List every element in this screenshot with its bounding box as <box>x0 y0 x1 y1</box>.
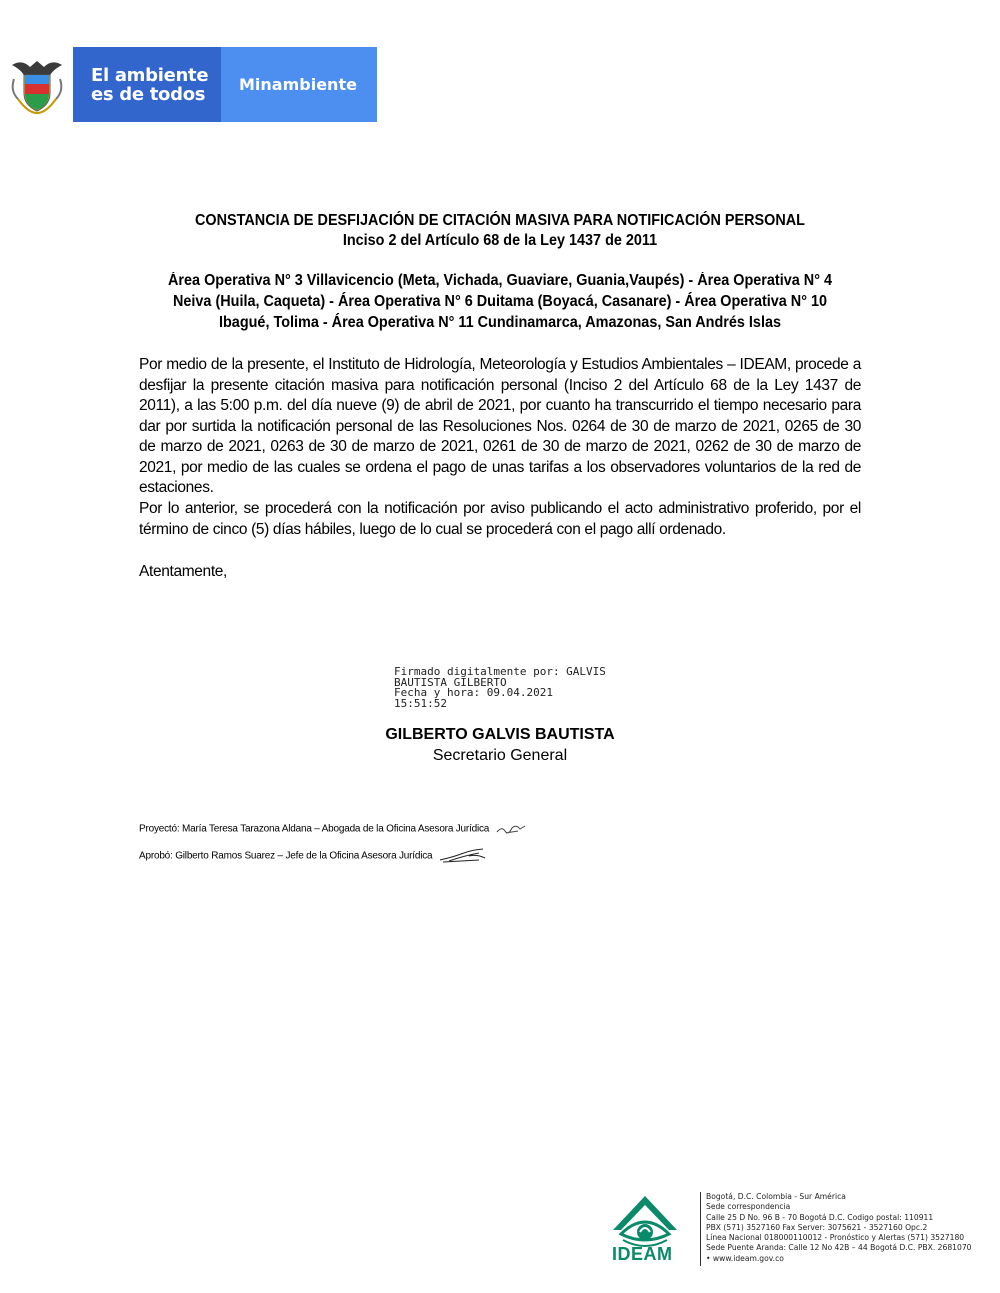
footer-line-6: Sede Puente Aranda: Calle 12 No 42B – 44 Bogotá D.C. PBX. 2681070 <box>706 1243 972 1253</box>
projected-by <box>139 822 526 836</box>
areas-line-3: Ibagué, Tolima - Área Operativa N° 11 Cundinamarca, Amazonas, San Andrés Islas <box>218 314 781 331</box>
digital-signature-line-3: Fecha y hora: 09.04.2021 <box>394 686 553 699</box>
body-paragraph-1: Por medio de la presente, el Instituto de Hidrología, Meteorología y Estudios Ambientales – IDEAM, procede a desfijar la presente citación masiva para notificación personal (Inciso 2 del Artículo 68 de la Ley 1437 de 2011), a las 5:00 p.m. del día nueve (9) de abril de 2021, por cuanto ha transcurrido el tiempo necesario para dar por surtida la notificación personal de las Resoluciones Nos. 0264 de 30 de marzo de 2021, 0265 de 30 de marzo de 2021, 0263 de 30 de marzo de 2021, 0261 de 30 de marzo de 2021, 0262 de 30 de marzo de 2021, por medio de las cuales se ordena el pago de unas tarifas a los observadores voluntarios de la red de estaciones. <box>139 356 861 496</box>
title-line-2: Inciso 2 del Artículo 68 de la Ley 1437 de 2011 <box>342 232 658 249</box>
ideam-logo-text: IDEAM <box>612 1244 673 1264</box>
footer-line-4: PBX (571) 3527160 Fax Server: 3075621 - 3527160 Opc.2 <box>706 1222 928 1232</box>
footer-line-2: Sede correspondencia <box>706 1202 791 1212</box>
slogan-line-1: El ambiente <box>91 65 209 86</box>
approved-by-text: Aprobó: Gilberto Ramos Suarez – Jefe de la Oficina Asesora Jurídica <box>139 850 433 862</box>
signer-name: GILBERTO GALVIS BAUTISTA <box>385 726 615 743</box>
slogan-block <box>73 47 221 122</box>
header-banner <box>0 47 377 122</box>
areas-line-1: Área Operativa N° 3 Villavicencio (Meta, Vichada, Guaviare, Guania,Vaupés) - Área Operativa N° 4 <box>168 272 832 289</box>
handwritten-signature-icon <box>439 848 487 864</box>
signer-role: Secretario General <box>432 747 568 764</box>
footer-divider <box>700 1192 701 1266</box>
digital-signature-line-4: 15:51:52 <box>394 696 447 710</box>
handwritten-initials-icon <box>496 822 526 836</box>
title-line-1: CONSTANCIA DE DESFIJACIÓN DE CITACIÓN MASIVA PARA NOTIFICACIÓN PERSONAL <box>195 212 805 229</box>
footer-contact-info <box>706 1192 971 1264</box>
slogan-line-2: es de todos <box>91 84 206 105</box>
operative-areas <box>147 270 854 333</box>
coat-of-arms-icon <box>8 55 66 115</box>
digital-signature <box>394 667 614 709</box>
footer-line-1: Bogotá, D.C. Colombia - Sur América <box>706 1192 846 1201</box>
slogan-text <box>91 66 208 104</box>
areas-line-2: Neiva (Huila, Caqueta) - Área Operativa N° 6 Duitama (Boyacá, Casanare) - Área Operativa N° 10 <box>172 293 828 310</box>
digital-signature-line-1: Firmado digitalmente por: GALVIS <box>394 665 606 678</box>
footer-website-link[interactable]: • www.ideam.gov.co <box>706 1253 784 1263</box>
ministry-name: Minambiente <box>239 75 357 94</box>
digital-signature-line-2: BAUTISTA GILBERTO <box>394 675 507 689</box>
document-title <box>147 211 854 251</box>
approved-by <box>139 848 487 864</box>
footer-line-3: Calle 25 D No. 96 B - 70 Bogotá D.C. Codigo postal: 110911 <box>706 1212 934 1222</box>
body-paragraph-2: Por lo anterior, se procederá con la notificación por aviso publicando el acto administrativo proferido, por el término de cinco (5) días hábiles, luego de lo cual se procederá con el pago allí ordenado. <box>139 500 861 538</box>
closing-text: Atentamente, <box>139 563 227 580</box>
footer-line-5: Línea Nacional 018000110012 - Pronóstico y Alertas (571) 3527180 <box>706 1233 965 1243</box>
ministry-block <box>221 47 377 122</box>
projected-by-text: Proyectó: María Teresa Tarazona Aldana – Abogada de la Oficina Asesora Jurídica <box>139 823 490 835</box>
